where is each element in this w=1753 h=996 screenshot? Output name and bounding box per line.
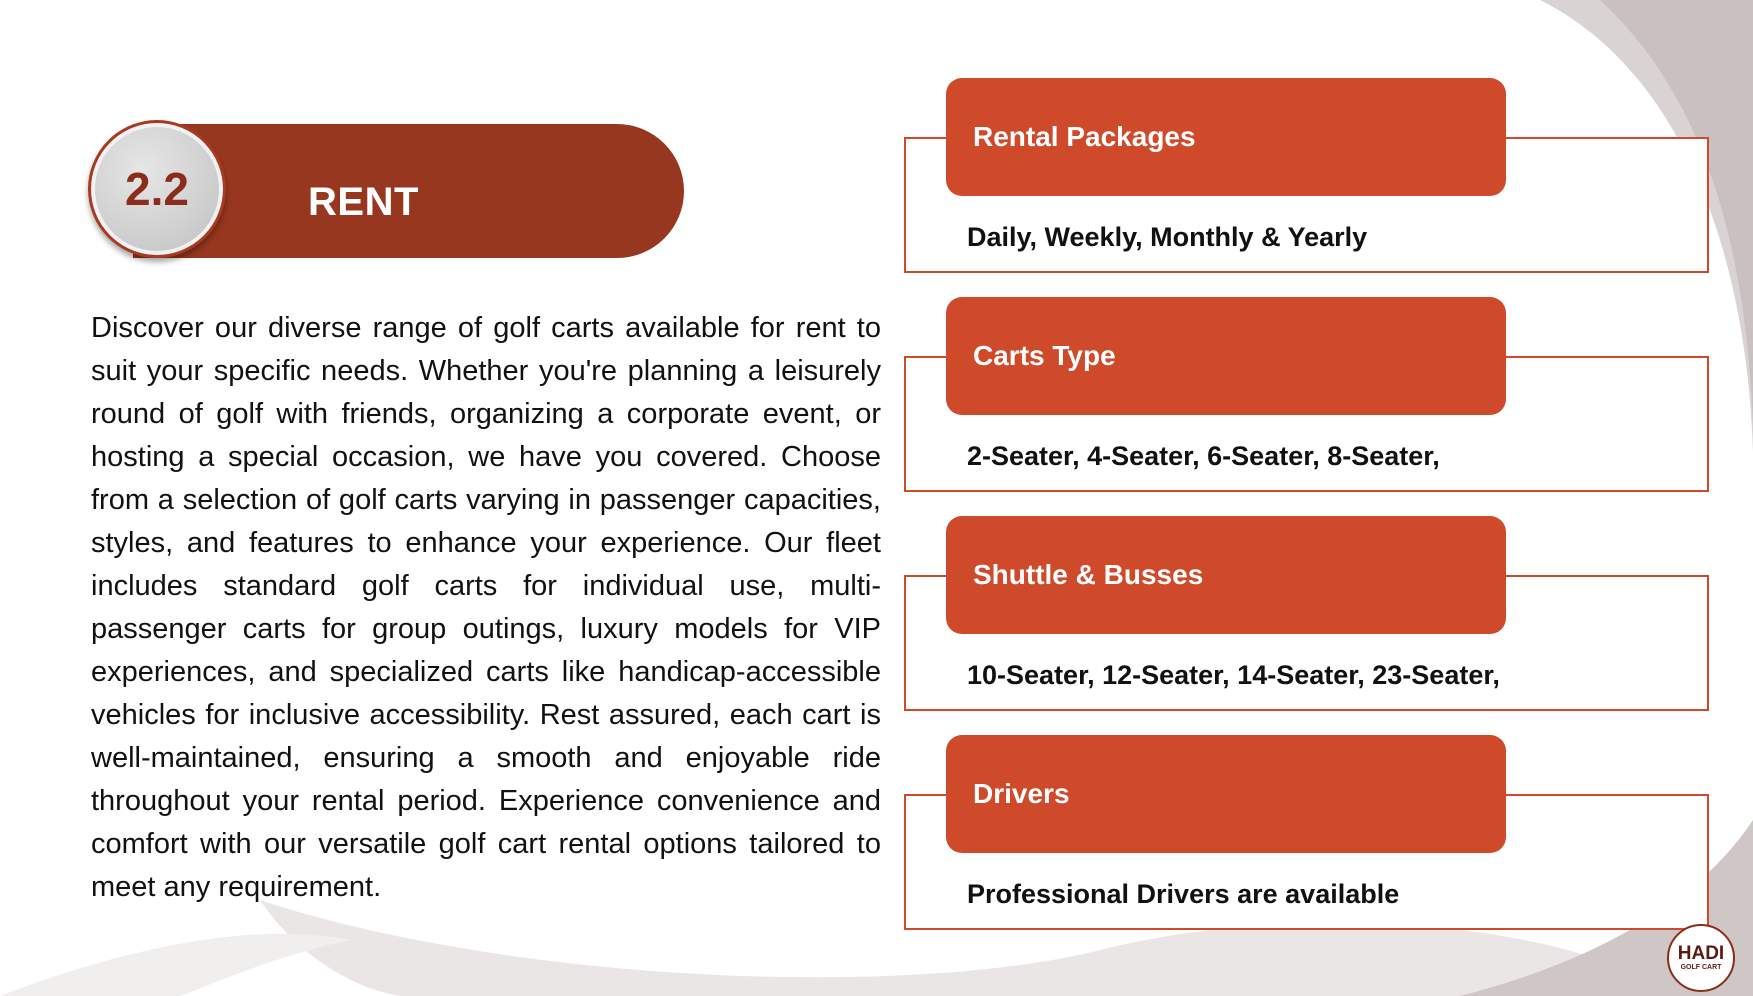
card-drivers: [904, 735, 1709, 930]
hadi-logo: [1667, 924, 1735, 992]
card-title: Carts Type: [946, 297, 1506, 415]
card-body: Professional Drivers are available: [967, 879, 1400, 909]
card-shuttle-busses: [904, 516, 1709, 711]
description-paragraph: Discover our diverse range of golf carts available for rent to suit your specific needs. Whether you're planning a leisurely round of golf with friends, organizing a corporate event, or hosting a special occasion, we have you covered. Choose from a selection of golf carts varying in passenger capacities, styles, and features to enhance your experience. Our fleet includes standard golf carts for individual use, multi-passenger carts for group outings, luxury models for VIP experiences, and specialized carts like handicap-accessible vehicles for inclusive accessibility. Rest assured, each cart is well-maintained, ensuring a smooth and enjoyable ride throughout your rental period. Experience convenience and comfort with our versatile golf cart rental options tailored to meet any requirement.: [91, 312, 881, 903]
section-number: 2.2: [125, 163, 189, 215]
card-carts-type: [904, 297, 1709, 492]
card-title: Drivers: [946, 735, 1506, 853]
card-rental-packages: [904, 78, 1709, 273]
card-body: 2-Seater, 4-Seater, 6-Seater, 8-Seater,: [967, 441, 1440, 471]
logo-name: HADI: [1677, 942, 1725, 964]
card-body: Daily, Weekly, Monthly & Yearly: [967, 222, 1368, 252]
card-title: Rental Packages: [946, 78, 1506, 196]
section-number-badge: [88, 120, 226, 258]
section-header: [88, 120, 684, 258]
card-body: 10-Seater, 12-Seater, 14-Seater, 23-Seater,: [967, 660, 1500, 690]
card-title: Shuttle & Busses: [946, 516, 1506, 634]
logo-tagline: GOLF CART: [1680, 963, 1722, 971]
section-title: RENT: [308, 180, 419, 224]
